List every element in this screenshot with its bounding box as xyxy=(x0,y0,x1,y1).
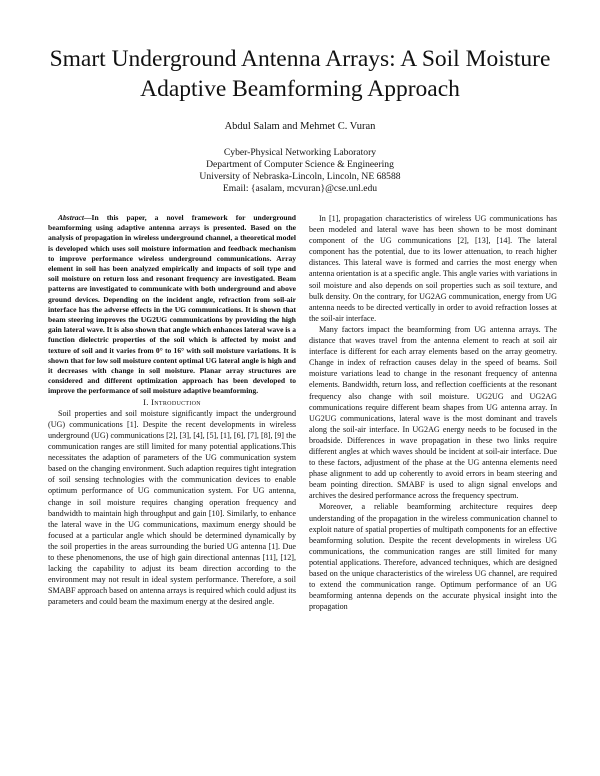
affiliation-lab: Cyber-Physical Networking Laboratory xyxy=(223,147,377,158)
left-column xyxy=(48,213,296,768)
right-column xyxy=(309,213,557,768)
paper-title: Smart Underground Antenna Arrays: A Soil Moisture Adaptive Beamforming Approach xyxy=(49,46,551,102)
paragraph: In [1], propagation characteristics of wireless UG communications has been modeled and lateral wave has been shown to be most dominant component of the UG communications [2], [13], [14]. The lateral component has the potential, due to its lower attenuation, to reach higher distances. This lateral wave is formed and carries the most energy when antenna orientation is at a specific angle. This angle varies with variations in soil moisture and also depends on soil properties such as soil texture, and bulk density. On the contrary, for UG2AG communication, energy from UG antenna needs to be directed vertically in order to avoid refraction losses at the soil-air interface. xyxy=(309,214,557,323)
affiliation-university: University of Nebraska-Lincoln, Lincoln, NE 68588 xyxy=(199,171,401,182)
author-list: Abdul Salam and Mehmet C. Vuran xyxy=(224,121,376,132)
paragraph: Soil properties and soil moisture significantly impact the underground (UG) communications [1]. Despite the recent developments in wireless underground (UG) communications [2], [3], [4], [5], [1], [6], [7], [8], [9] the communication ranges are still limited for many potential applications.This necessitates the adaption of parameters of the UG communication system based on the changing environment. Such adaption requires tight integration of soil sensing technologies with the communication devices to enable optimum performance of UG communication system. For UG antenna, change in soil moisture requires changing operation frequency and bandwidth to maintain high throughput and gain [10]. Similarly, to enhance the lateral wave in the UG communications, maximum energy should be focused at a particular angle which should be determined dynamically by the soil properties in the areas surrounding the buried UG antenna [1]. Due to these phenomenons, the use of high gain directional antennas [11], [12], lacking the capability to adjust its beam direction according to the environment may not result in ideal system performance. Therefore, a soil SMABF approach based on antenna arrays is required which could adjust its parameters and could beam the maximum energy at the desired angle. xyxy=(48,408,296,607)
paragraph: Many factors impact the beamforming from UG antenna arrays. The distance that waves travel from the antenna element to reach at soil air interface is different for each array elements based on the array geometry. Change in index of refraction causes delay in the speed of beams. Soil moisture variations lead to change in the resonant frequency of antenna elements. Bandwidth, return loss, and reflection coefficients at the resonant frequency also change with soil moisture. UG2UG and UG2AG communications require different beam shapes from UG antenna array. In UG2UG communications, lateral wave is the most dominant and travels along the soil-air interface. In UG2AG energy needs to be focused in the broadside. Differences in wave propagation in these two links require different angles at which waves should be incident at soil-air interface. Due to these factors, adjustment of the phase at the UG antenna elements need phase alignment to add up coherently to avoid errors in beam steering and beam pointing direction. SMABF is used to align signal envelops and archives the desired performance across the frequency spectrum. xyxy=(309,324,557,501)
affiliation-email: Email: {asalam, mcvuran}@cse.unl.edu xyxy=(222,183,378,194)
abstract-label: Abstract xyxy=(58,213,84,222)
affiliation-department: Department of Computer Science & Engineering xyxy=(206,159,394,170)
section-heading: I. Introduction xyxy=(143,396,201,407)
affiliation-block xyxy=(40,147,560,195)
abstract-text: —In this paper, a novel framework for underground beamforming using adaptive antenna arrays is presented. Based on the analysis of propagation in wireless underground channel, a theoretical model is developed which uses soil moisture information and feedback mechanism to improve performance wireless underground communications. Array element in soil has been analyzed empirically and impacts of soil type and soil moisture on return loss and resonant frequency are investigated. Beam patterns are investigated to communicate with both underground and above ground devices. Depending on the incident angle, refraction from soil-air interface has the adverse effects in the UG communications. It is shown that beam steering improves the UG2UG communications by providing the high gain lateral wave. It is also shown that angle which enhances lateral wave is a function dielectric properties of the soil which is affected by moist and texture of soil and it varies from 0° to 16° with soil moisture variations. It is shown that for low soil moisture content optimal UG lateral angle is high and it decreases with change in soil moisture. Planar array structures are considered and different optimization approach has been developed to improve the performance of soil moisture adaptive beamforming. xyxy=(48,213,296,396)
abstract xyxy=(48,213,296,397)
paragraph: Moreover, a reliable beamforming architecture requires deep understanding of the propagation in the wireless communication channel to exploit nature of spatial properties of multipath components for an effective beamforming solution. Despite the recent developments in wireless UG communications, the communication ranges are still limited for many potential applications. Therefore, advanced techniques, which are designed based on the unique characteristics of the wireless UG channel, are required to extend the communication range. Optimum performance of an UG beamforming antenna depends on the accurate physical insight into the propagation xyxy=(309,502,557,612)
